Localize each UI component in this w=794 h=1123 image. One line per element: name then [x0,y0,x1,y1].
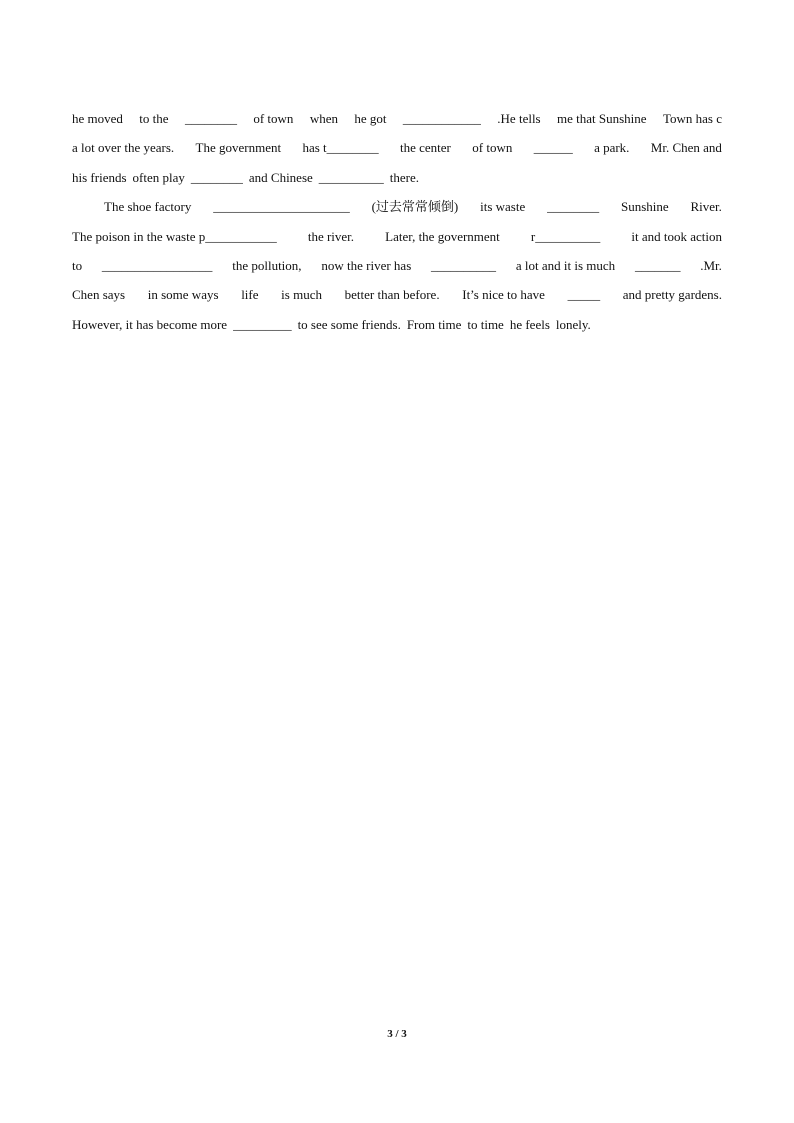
text-segment: to see some friends. [297,316,401,332]
text-segment: his friends [72,169,127,185]
text-segment: better than before. [344,287,440,303]
text-segment: The shoe factory [104,199,192,215]
text-segment: of town [253,111,294,126]
text-segment: he moved [72,111,123,126]
text-segment: when [309,111,338,126]
passage-line-8 [72,310,722,339]
blank: _________________ [101,257,213,273]
text-segment: Later, the government [385,228,500,244]
text-segment: in some ways [147,287,219,303]
text-segment: and pretty gardens. [622,287,722,303]
text-segment: Town has c [662,111,722,126]
text-segment: the river. [307,228,355,244]
text-segment: River. [690,199,722,215]
page-number: 3 / 3 [387,1028,407,1040]
text-segment: now the river has [321,257,412,273]
passage-line-1 [72,104,722,133]
blank: _________ [233,316,292,332]
blank: _____ [567,287,601,303]
text-segment: it and took action [631,228,722,244]
text-segment: the pollution, [232,257,302,273]
text-segment: and Chinese [248,169,313,185]
blank: __________ [318,169,384,185]
passage [72,104,722,339]
blank: ________ [547,199,600,215]
text-segment: is much [281,287,322,303]
text-segment: a lot and it is much [515,257,616,273]
blank: has t________ [302,140,379,156]
passage-line-7 [72,280,722,309]
passage-line-5 [72,222,722,251]
text-segment: of town [472,140,513,156]
text-segment: a park. [594,140,630,156]
passage-line-4 [72,192,722,221]
text-segment: the center [400,140,451,156]
blank: __________ [431,257,497,273]
blank: ________ [184,111,237,126]
blank: ________ [190,169,243,185]
text-segment: .He tells [497,111,541,126]
passage-line-3 [72,163,722,192]
text-segment: to time [467,316,504,332]
blank: ______ [533,140,573,156]
text-segment: The poison in the waste p___________ [72,228,277,244]
text-segment: me that Sunshine [557,111,647,126]
blank: _____________________ [213,199,350,215]
chinese-hint: (过去常常倾倒) [371,199,459,215]
blank: ____________ [402,111,481,126]
text-segment: From time [406,316,462,332]
text-segment: he got [354,111,387,126]
passage-line-6 [72,251,722,280]
blank: _______ [634,257,681,273]
text-segment: there. [389,169,420,185]
passage-line-2 [72,133,722,162]
text-segment: lonely. [555,316,591,332]
text-segment: Sunshine [620,199,669,215]
text-segment: he feels [509,316,550,332]
text-segment: life [241,287,259,303]
blank: r__________ [530,228,601,244]
text-segment: to the [139,111,169,126]
text-segment: Chen says [72,287,126,303]
text-segment: The government [195,140,282,156]
text-segment: to [72,257,83,273]
text-segment: However, it has become more [72,316,228,332]
text-segment: Mr. Chen and [650,140,722,156]
text-segment: .Mr. [700,257,722,273]
text-segment: It’s nice to have [462,287,545,303]
text-segment: often play [132,169,185,185]
text-segment: its waste [480,199,526,215]
text-segment: a lot over the years. [72,140,175,156]
